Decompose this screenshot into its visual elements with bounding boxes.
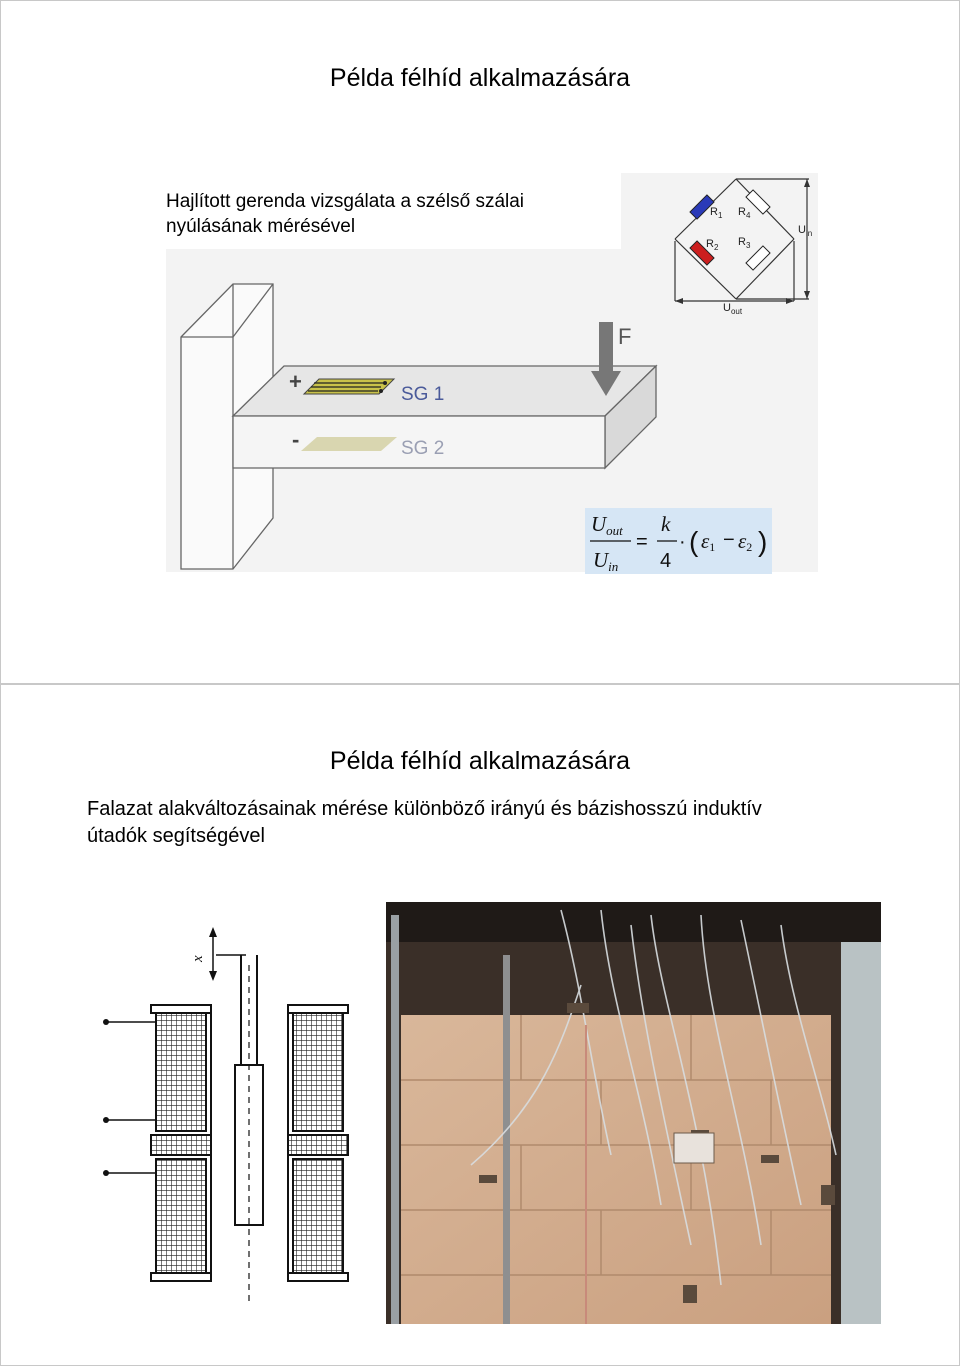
r1-label: $R_1$ [710,206,723,220]
svg-text:k: k [661,512,671,536]
strain-gauge-2 [301,437,397,451]
r4-label: $R_4$ [738,206,751,220]
svg-text:Uout: Uout [591,512,623,538]
svg-text:): ) [758,526,768,557]
strain-gauge-1 [304,379,394,394]
gauge-2-label: SG 2 [401,438,445,459]
r2-label: $R_2$ [706,238,719,252]
masonry-wall-photo [386,902,881,1324]
svg-text:ε1: ε1 [701,529,716,554]
slide-1-title: Példa félhíd alkalmazására [329,64,631,92]
force-label: F [618,324,632,349]
lead-terminal-3 [103,1170,109,1176]
arrow-up-icon [209,927,217,937]
gauge-1-sign: + [289,369,302,394]
slide-2-title: Példa félhíd alkalmazására [329,747,631,775]
arrow-down-icon [209,971,217,981]
gauge-2-sign: - [292,427,300,452]
svg-text:4: 4 [660,550,672,572]
svg-text:·: · [679,531,686,553]
svg-text:Uin: Uin [593,548,619,574]
lead-terminal-1 [103,1019,109,1025]
svg-text:(: ( [689,526,699,557]
lead-terminal-2 [103,1117,109,1123]
figures-slide-2 [1,685,960,1365]
slide-2-subtitle-line-2: útadók segítségével [87,825,265,847]
inductive-transducer-drawing [106,955,348,1305]
axis-x-label: x [190,955,206,962]
slide-1-subtitle-line-2: nyúlásának mérésével [166,216,356,237]
slide-1-subtitle-line-1: Hajlított gerenda vizsgálata a szélső szálai [166,191,525,212]
uin-label: $U_{in}$ [798,224,813,238]
svg-text:−: − [723,529,735,551]
svg-text:=: = [636,531,648,553]
beam-figure [1,1,960,683]
slide-2 [0,684,960,1366]
gauge-1-label: SG 1 [401,384,445,405]
slide-2-subtitle-line-1: Falazat alakváltozásainak mérése különböző irányú és bázishosszú induktív [87,798,762,820]
svg-text:ε2: ε2 [738,529,753,554]
uout-label: $U_{out}$ [723,302,743,316]
r3-label: $R_3$ [738,236,751,250]
